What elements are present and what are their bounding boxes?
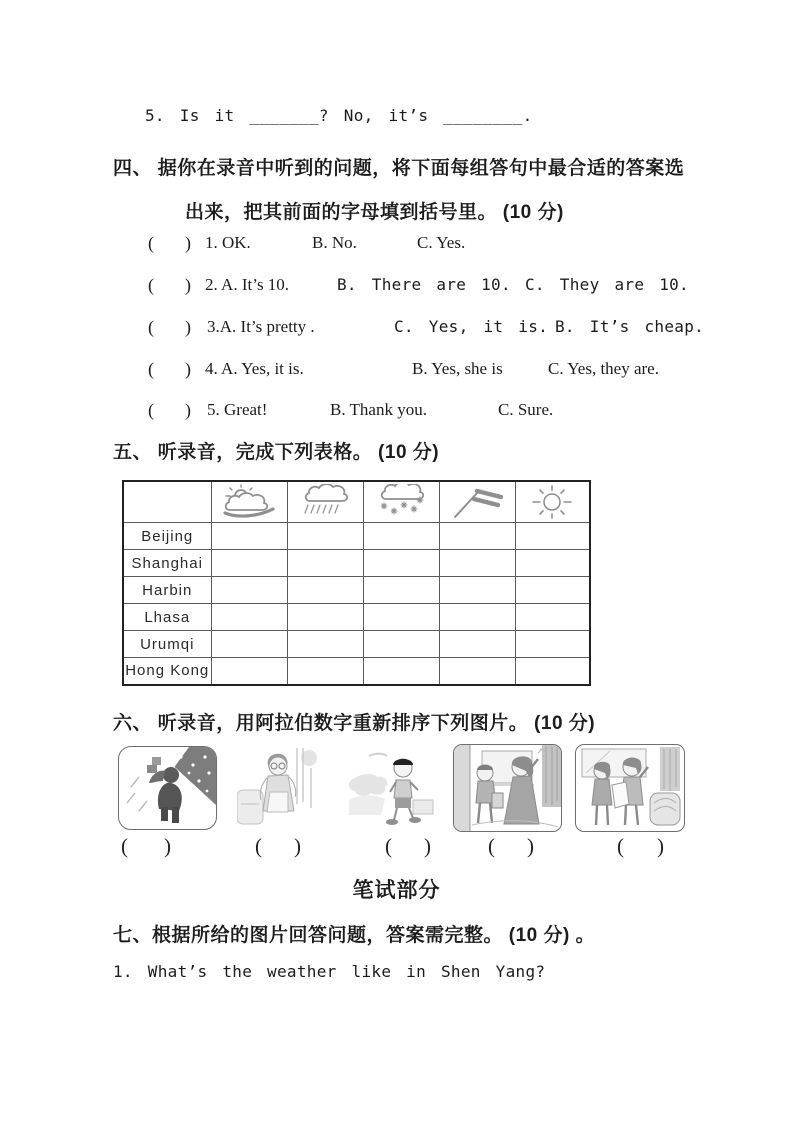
answer-cell [515,631,590,658]
option-c: C. Yes, they are. [548,359,659,378]
answer-cell [439,631,515,658]
section7-heading: 七、根据所给的图片回答问题，答案需完整。 (10 分) 。 [113,925,596,946]
picture-answer-parens-4 [488,834,534,859]
answer-cell [211,577,287,604]
answer-paren-open: ( [148,359,154,379]
answer-cell [363,523,439,550]
answer-paren-close: ) [185,317,191,337]
answer-paren-open: ( [488,834,495,858]
option-a: 2. A. It’s 10. [205,275,290,294]
option-a: 5. Great! [207,400,268,419]
section6-heading: 六、 听录音，用阿拉伯数字重新排序下列图片。 (10 分) [113,713,596,734]
picture-answer-parens-3 [385,834,431,859]
option-b: C. Yes, it is. [394,317,549,336]
option-c: B. It’s cheap. [555,317,705,336]
mc-item-5 [148,400,748,426]
sunny-icon [515,481,590,523]
option-a: 3.A. It’s pretty . [207,317,315,336]
answer-cell [439,550,515,577]
listening-q5-line: 5. Is it _______? No, it’s ________. [145,106,533,125]
answer-cell [515,577,590,604]
answer-cell [439,523,515,550]
option-c: C. They are 10. [525,275,689,294]
answer-cell [515,658,590,685]
answer-paren-open: ( [617,834,624,858]
option-b: B. No. [312,233,357,252]
answer-cell [287,631,363,658]
answer-paren-close: ) [185,275,191,295]
answer-cell [211,550,287,577]
answer-paren-close: ) [527,834,534,858]
answer-cell [363,658,439,685]
answer-paren-close: ) [185,233,191,253]
rainy-icon [287,481,363,523]
option-b: B. Thank you. [330,400,427,419]
mc-item-1 [148,233,748,259]
mc-item-3 [148,317,748,343]
weather-table [122,480,591,686]
mc-item-4 [148,359,748,385]
answer-cell [515,550,590,577]
answer-paren-open: ( [255,834,262,858]
answer-cell [363,631,439,658]
answer-paren-open: ( [148,317,154,337]
weather-table-wrap [122,480,591,686]
answer-cell [287,604,363,631]
answer-paren-open: ( [121,834,128,858]
answer-cell [515,523,590,550]
picture-answer-parens-2 [255,834,301,859]
option-b: B. Yes, she is [412,359,503,378]
city-label: Urumqi [123,631,211,658]
answer-cell [439,658,515,685]
written-part-title: 笔试部分 [352,879,441,902]
answer-cell [439,604,515,631]
answer-cell [211,604,287,631]
snowy-hill-night-picture [118,746,217,830]
city-label: Hong Kong [123,658,211,685]
grandma-indoors-picture [237,748,321,828]
answer-paren-close: ) [164,834,171,858]
picture-answer-parens-1 [121,834,171,859]
city-label: Lhasa [123,604,211,631]
answer-paren-close: ) [185,400,191,420]
mc-item-2 [148,275,748,301]
answer-cell [287,523,363,550]
answer-cell [211,631,287,658]
option-b: B. There are 10. [337,275,511,294]
boy-walking-outdoors-picture [347,748,436,828]
city-label: Beijing [123,523,211,550]
answer-paren-close: ) [424,834,431,858]
option-a: 4. A. Yes, it is. [205,359,304,378]
option-a: 1. OK. [205,233,251,252]
answer-paren-open: ( [148,275,154,295]
answer-cell [363,577,439,604]
option-c: C. Yes. [417,233,466,252]
answer-paren-close: ) [294,834,301,858]
boy-greeting-woman-picture [453,744,562,832]
section7-q1: 1. What’s the weather like in Shen Yang? [113,962,546,981]
windy-icon [439,481,515,523]
answer-paren-close: ) [185,359,191,379]
answer-cell [211,658,287,685]
answer-paren-open: ( [385,834,392,858]
picture-answer-parens-5 [617,834,664,859]
city-label: Shanghai [123,550,211,577]
section5-heading: 五、 听录音，完成下列表格。 (10 分) [113,442,440,463]
answer-cell [287,577,363,604]
section4-heading-line2: 出来，把其前面的字母填到括号里。 (10 分) [185,202,564,223]
kids-holding-clothes-picture [575,744,685,832]
answer-cell [363,550,439,577]
answer-paren-open: ( [148,400,154,420]
answer-paren-open: ( [148,233,154,253]
corner-cell [123,481,211,523]
answer-cell [439,577,515,604]
answer-cell [363,604,439,631]
answer-cell [287,550,363,577]
city-label: Harbin [123,577,211,604]
answer-cell [515,604,590,631]
snowy-icon [363,481,439,523]
answer-cell [211,523,287,550]
answer-cell [287,658,363,685]
section4-heading-line1: 四、 据你在录音中听到的问题，将下面每组答句中最合适的答案选 [113,158,685,179]
option-c: C. Sure. [498,400,554,419]
partly-cloudy-icon [211,481,287,523]
answer-paren-close: ) [657,834,664,858]
